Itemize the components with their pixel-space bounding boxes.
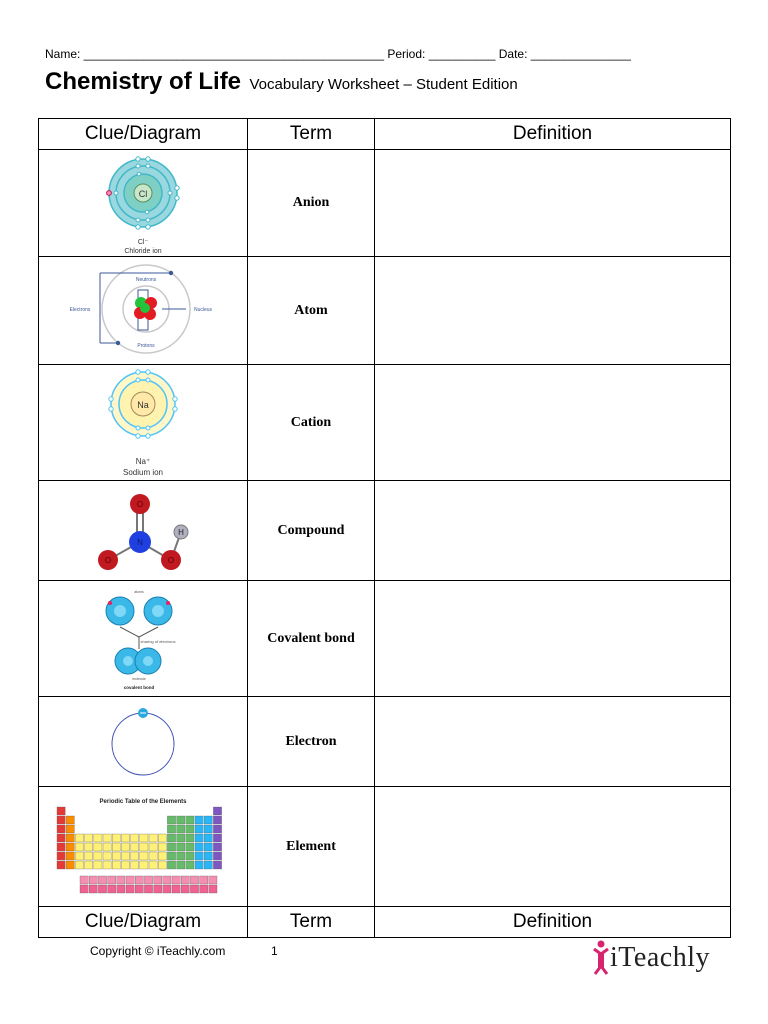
periodic-cell-f-block: [108, 885, 116, 893]
periodic-cell: [66, 843, 74, 851]
periodic-cell-f-block: [200, 876, 208, 884]
periodic-cell-f-block: [117, 885, 125, 893]
periodic-cell: [131, 843, 139, 851]
covalent-bond-diagram: [39, 581, 248, 697]
periodic-cell: [121, 834, 129, 842]
cation-center-label: Na: [137, 399, 149, 410]
periodic-cell: [195, 843, 203, 851]
periodic-cell-f-block: [209, 885, 217, 893]
periodic-cell-f-block: [163, 876, 171, 884]
periodic-cell: [149, 834, 157, 842]
periodic-cell-f-block: [80, 876, 88, 884]
periodic-cell: [94, 861, 102, 869]
compound-atom-h: H: [178, 527, 184, 537]
periodic-cell: [57, 834, 65, 842]
periodic-cell: [204, 843, 212, 851]
periodic-cell: [57, 852, 65, 860]
periodic-cell: [186, 825, 194, 833]
periodic-cell: [140, 852, 148, 860]
definition-cell-cation[interactable]: [375, 365, 731, 481]
periodic-cell-f-block: [190, 885, 198, 893]
periodic-cell-f-block: [172, 885, 180, 893]
periodic-cell: [103, 861, 111, 869]
periodic-cell-f-block: [89, 885, 97, 893]
periodic-cell-f-block: [154, 876, 162, 884]
periodic-table-title: Periodic Table of the Elements: [99, 798, 187, 805]
periodic-cell: [204, 861, 212, 869]
periodic-cell: [131, 834, 139, 842]
periodic-cell: [167, 816, 175, 824]
table-row: [39, 581, 731, 697]
covalent-label-molecule: molecule: [131, 676, 147, 681]
periodic-cell: [186, 852, 194, 860]
periodic-cell-f-block: [117, 876, 125, 884]
periodic-cell: [177, 825, 185, 833]
definition-cell-compound[interactable]: [375, 481, 731, 581]
vocabulary-table: [38, 118, 731, 938]
periodic-cell: [149, 852, 157, 860]
header-term: Term: [248, 119, 375, 150]
term-element: Element: [248, 787, 375, 907]
periodic-cell: [167, 852, 175, 860]
periodic-cell: [177, 861, 185, 869]
periodic-cell: [158, 834, 166, 842]
periodic-cell: [195, 852, 203, 860]
atom-diagram: [39, 257, 248, 365]
anion-caption-symbol: Cl⁻: [137, 239, 149, 246]
periodic-cell: [177, 834, 185, 842]
periodic-cell: [112, 861, 120, 869]
student-info-line: Name: _____________________________________________ Period: __________ Date: _______________: [45, 47, 631, 61]
anion-diagram: [39, 150, 248, 257]
periodic-cell: [121, 843, 129, 851]
periodic-cell: [213, 843, 221, 851]
periodic-cell-f-block: [98, 876, 106, 884]
definition-cell-element[interactable]: [375, 787, 731, 907]
periodic-cell: [112, 834, 120, 842]
periodic-cell: [177, 852, 185, 860]
term-anion: Anion: [248, 150, 375, 257]
table-row: [39, 150, 731, 257]
logo-text: iTeachly: [610, 942, 710, 973]
covalent-label-sharing: sharing of electrons: [140, 638, 176, 644]
periodic-cell: [177, 816, 185, 824]
periodic-cell: [57, 825, 65, 833]
periodic-cell: [204, 825, 212, 833]
periodic-cell-f-block: [126, 876, 134, 884]
term-compound: Compound: [248, 481, 375, 581]
periodic-cell: [121, 861, 129, 869]
periodic-cell: [66, 816, 74, 824]
table-footer-row: [39, 907, 731, 938]
atom-label-electrons: Electrons: [69, 306, 91, 313]
element-diagram: [39, 787, 248, 907]
periodic-cell-f-block: [89, 876, 97, 884]
periodic-cell: [140, 843, 148, 851]
atom-label-neutrons: Neutrons: [135, 276, 157, 283]
logo-figure-icon: [592, 940, 610, 976]
periodic-cell: [75, 834, 83, 842]
cation-diagram: [39, 365, 248, 481]
periodic-cell: [75, 843, 83, 851]
periodic-cell: [158, 843, 166, 851]
periodic-cell: [158, 861, 166, 869]
periodic-cell: [131, 852, 139, 860]
footer-header-clue: Clue/Diagram: [39, 907, 248, 938]
definition-cell-anion[interactable]: [375, 150, 731, 257]
periodic-cell: [149, 861, 157, 869]
periodic-cell: [204, 852, 212, 860]
periodic-cell-f-block: [135, 876, 143, 884]
compound-atom-o3: O: [167, 555, 175, 565]
cation-caption-name: Sodium ion: [122, 467, 164, 477]
term-covalent-bond: Covalent bond: [248, 581, 375, 697]
periodic-cell: [57, 843, 65, 851]
atom-label-nucleus: Nucleus: [193, 306, 213, 313]
periodic-cell: [131, 861, 139, 869]
periodic-cell: [85, 861, 93, 869]
periodic-cell: [112, 843, 120, 851]
periodic-cell: [213, 861, 221, 869]
periodic-cell-f-block: [200, 885, 208, 893]
term-cation: Cation: [248, 365, 375, 481]
periodic-cell: [204, 816, 212, 824]
definition-cell-covalent-bond[interactable]: [375, 581, 731, 697]
periodic-cell: [103, 843, 111, 851]
electron-diagram: [39, 697, 248, 787]
periodic-cell-f-block: [154, 885, 162, 893]
periodic-cell: [57, 807, 65, 815]
periodic-cell: [57, 816, 65, 824]
periodic-cell: [213, 807, 221, 815]
compound-atom-o1: O: [136, 499, 144, 509]
page-title: [45, 68, 518, 96]
periodic-cell: [213, 852, 221, 860]
periodic-cell-f-block: [135, 885, 143, 893]
iteachly-logo: [592, 940, 710, 976]
table-row: [39, 481, 731, 581]
footer-header-definition: Definition: [375, 907, 731, 938]
anion-center-label: Cl: [138, 189, 148, 199]
periodic-cell: [204, 834, 212, 842]
periodic-cell: [94, 852, 102, 860]
periodic-cell-f-block: [144, 876, 152, 884]
table-row: [39, 365, 731, 481]
covalent-label-atoms: atoms: [134, 589, 144, 594]
periodic-cell: [167, 843, 175, 851]
periodic-cell: [213, 834, 221, 842]
periodic-cell: [167, 825, 175, 833]
periodic-cell: [66, 834, 74, 842]
periodic-cell: [85, 834, 93, 842]
periodic-cell-f-block: [163, 885, 171, 893]
page-number: 1: [271, 944, 278, 958]
definition-cell-atom[interactable]: [375, 257, 731, 365]
periodic-cell: [66, 825, 74, 833]
periodic-cell-f-block: [80, 885, 88, 893]
periodic-cell: [158, 852, 166, 860]
footer-header-term: Term: [248, 907, 375, 938]
periodic-cell: [186, 861, 194, 869]
table-row: [39, 257, 731, 365]
copyright-text: Copyright © iTeachly.com: [90, 944, 226, 958]
table-header-row: [39, 119, 731, 150]
periodic-cell: [94, 843, 102, 851]
periodic-cell: [85, 843, 93, 851]
title-main: Chemistry of Life: [45, 68, 242, 95]
periodic-cell: [213, 825, 221, 833]
periodic-cell-f-block: [181, 885, 189, 893]
periodic-cell: [112, 852, 120, 860]
table-row: [39, 697, 731, 787]
periodic-cell: [195, 861, 203, 869]
periodic-cell: [75, 861, 83, 869]
periodic-cell: [195, 825, 203, 833]
periodic-cell: [195, 816, 203, 824]
periodic-cell: [140, 834, 148, 842]
compound-diagram: [39, 481, 248, 581]
periodic-cell-f-block: [190, 876, 198, 884]
periodic-cell-f-block: [144, 885, 152, 893]
periodic-cell-f-block: [126, 885, 134, 893]
periodic-cell: [103, 834, 111, 842]
periodic-cell: [66, 852, 74, 860]
periodic-cell-f-block: [209, 876, 217, 884]
term-atom: Atom: [248, 257, 375, 365]
atom-label-protons: Protons: [137, 342, 155, 349]
periodic-cell-f-block: [108, 876, 116, 884]
periodic-cell: [121, 852, 129, 860]
periodic-cell-f-block: [172, 876, 180, 884]
periodic-cell: [213, 816, 221, 824]
periodic-cell: [149, 843, 157, 851]
compound-atom-n: N: [137, 537, 143, 547]
compound-atom-o2: O: [104, 555, 112, 565]
periodic-cell: [57, 861, 65, 869]
periodic-cell: [186, 834, 194, 842]
header-definition: Definition: [375, 119, 731, 150]
periodic-cell-f-block: [98, 885, 106, 893]
periodic-cell: [167, 861, 175, 869]
periodic-cell: [66, 861, 74, 869]
covalent-label-bond: covalent bond: [123, 684, 155, 690]
table-row: [39, 787, 731, 907]
periodic-cell: [195, 834, 203, 842]
definition-cell-electron[interactable]: [375, 697, 731, 787]
periodic-cell: [186, 843, 194, 851]
cation-caption-symbol: Na⁺: [135, 456, 151, 466]
term-electron: Electron: [248, 697, 375, 787]
periodic-cell: [85, 852, 93, 860]
header-clue: Clue/Diagram: [39, 119, 248, 150]
periodic-cell: [177, 843, 185, 851]
periodic-cell: [186, 816, 194, 824]
periodic-table-graphic: [51, 791, 235, 903]
periodic-cell: [167, 834, 175, 842]
anion-caption-name: Chloride ion: [124, 248, 162, 255]
periodic-cell-f-block: [181, 876, 189, 884]
title-subtitle: Vocabulary Worksheet – Student Edition: [249, 76, 518, 93]
periodic-cell: [94, 834, 102, 842]
periodic-cell: [140, 861, 148, 869]
periodic-cell: [103, 852, 111, 860]
periodic-cell: [75, 852, 83, 860]
